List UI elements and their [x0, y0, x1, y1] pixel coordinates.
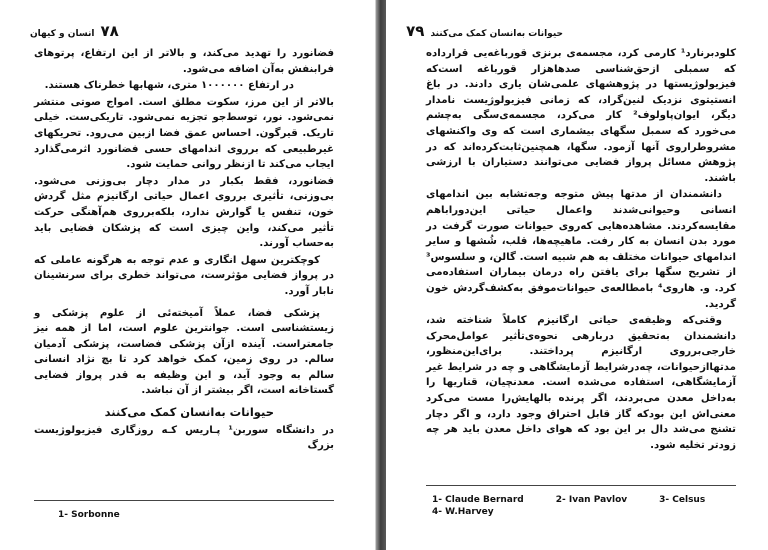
paragraph: فضانورد، فقط بکبار در مدار دچار بی‌وزنی می‌شود. بی‌وزنی، تأثیری برروی اعمال حیاتی ارگانیزم مثل گردش خون، تنفس یا گوارش ندارد، بلکه‌برروی هم‌آهنگی حرکت تأثیر می‌کند، واین چیزی است که پزشکان فضایی باید به‌حساب آورند. — [34, 175, 334, 250]
running-title: انسان و کیهان — [30, 29, 95, 39]
footnote: 3- Celsus — [659, 495, 706, 505]
page-number: ۷۸ — [100, 22, 119, 40]
footnote: 1- Sorbonne — [58, 510, 120, 520]
paragraph: وقتی‌که وظیفه‌ی حیاتی ارگانیزم کاملاً شناخته شد، دانشمندان به‌تحقیق دربارهی نحوه‌ی‌تأثیر عوامل‌محرک خارجی‌برروی ارگانیزم پرداختند. برای‌این‌منظور، مدتها‌ازحیوانات، چه‌درشرایط آزمایشگاهی و چه در شرایط غیر آزمایشگاهی، استفاده می‌شده است. معدنچیان، قناریها را به‌داخل معدن می‌بردند، اگر پرنده بالهایش‌را مست می‌کرد معنی‌اش این بودکه گاز قابل احتراق وجود دارد، و اگر دچار تشنج می‌شد دال بر این بود که هوای داخل معدن باید هر چه زودتر تخلیه شود. — [426, 315, 736, 451]
right-page-body — [426, 46, 736, 454]
section-heading: حیوانات به‌انسان کمک می‌کنند — [104, 405, 274, 420]
left-page-header — [30, 22, 119, 40]
paragraph: بالاتر از این مرز، سکوت مطلق است. امواج صوتی منتشر نمی‌شود. نور، توسط‌جو تجزیه نمی‌شود. تاریکی‌ست. خیلی تاریک. قیرگون. احساس عمق فضا ازبین می‌رود. تحریکهای غیرطبیعی که برروی اندامهای حسی فضانورد اثرمی‌گذارد ایجاب می‌کند تا ازنظر روانی حمایت شود. — [34, 96, 334, 171]
paragraph: فضانورد را تهدید می‌کند، و بالاتر از این ارتفاع، پرتوهای فرابنفش به‌آن اضافه می‌شود. — [34, 48, 334, 75]
paragraph: در ارتفاع ۱۰۰۰۰۰۰ متری، شهابها خطرناک هستند. — [44, 80, 294, 92]
paragraph: در دانشگاه سوربن¹ پـاریس کـه روزگاری فیزیولوژیست بزرگ — [34, 424, 334, 452]
page-number: ۷۹ — [406, 22, 425, 40]
left-page-body — [34, 46, 334, 455]
right-page — [386, 0, 768, 550]
left-page — [0, 0, 376, 550]
paragraph: دانشمندان از مدتها پیش متوجه وجه‌تشابه بین اندامهای انسانی وحیوانی‌شدند واعمال حیاتی این‌دورا‌باهم مقایسه‌کردند. مشاهده‌هایی که‌روی حیوانات صورت گرفت در مورد بدن انسان به کار رفت. ماهیچه‌ها، قلب، شُشها و سایر اندامهای حیوانات مختلف به هم شبیه است. گالن، و سلسوس³ از تشریح سگها برای یافتن راه درمان بیماران استفاده‌می کرد. و. هاروی⁴ بامطالعه‌ی حیوانات‌موفق به‌کشف‌گردش خون گردید. — [426, 189, 736, 310]
paragraph: کوچکترین سهل انگاری و عدم توجه به هرگونه عاملی که در پرواز فضایی مؤثرست، می‌تواند خطری برای سرنشینان نابار آورد. — [34, 254, 334, 297]
paragraph: کلودبرنارد¹ کارمی کرد، مجسمه‌ی برنزی قورباغه‌یی قرارداده که سمبلی ازحق‌شناسی صدهاهزار قورباغه است‌که فیزیولوژیستها در پژوهشهای علمی‌شان یاری دادند. در باغ انستیتوی نزدیک لنین‌گراد، که زمانی فیزیولوژیست نامدار دیگر، ایوان‌پاولوف² کار می‌کرد، مجسمه‌ی‌سگی به‌چشم می‌خورد که سمبل سگهای بیشماری است که وی واکنشهای مشروطرا‌روی آنها آزمود. سگها، همچنین‌ثابت‌کرده‌اند که در پژوهش مسائل پرواز فضایی می‌توانند دستیاران با ارزشی باشند. — [426, 48, 737, 184]
footnotes — [432, 494, 742, 518]
footnote-divider — [426, 485, 736, 486]
footnote: 4- W.Harvey — [432, 507, 494, 517]
footnote: 1- Claude Bernard — [432, 495, 524, 505]
footnotes — [58, 509, 120, 521]
running-title: حیوانات به‌انسان کمک می‌کنند — [430, 29, 563, 39]
paragraph: پزشکی فضا، عملاً آمیخته‌ئی از علوم پزشکی و زیستشناسی است. جوانترین علوم است، اما از همه نیز جامعتراست. آینده ازآن پزشکی فضاست، پزشکی آدمیان سالم. در روی زمین، کمک خواهد کرد تا بچ نژاد انسانی سالم به وجود آید، و این وظیفه به قدر پرواز فضایی گستاخانه است، اگر بیشتر از آن نباشد. — [34, 307, 334, 397]
book-spine — [376, 0, 386, 550]
right-page-header — [406, 22, 563, 40]
footnote: 2- Ivan Pavlov — [555, 495, 628, 505]
footnote-divider — [34, 500, 334, 501]
